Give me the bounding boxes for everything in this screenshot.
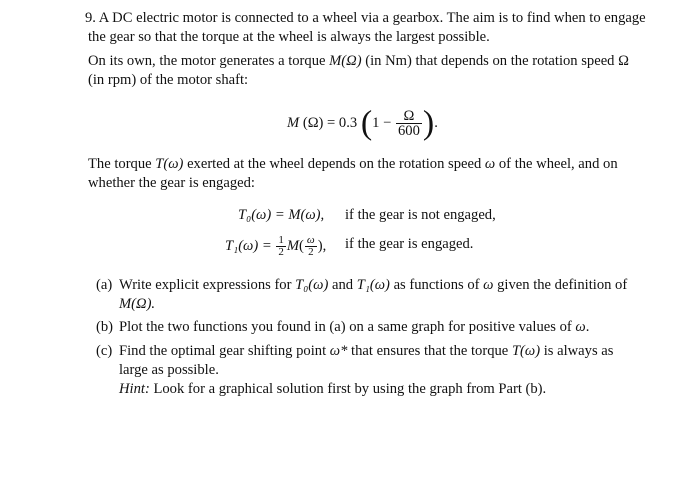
text: Write explicit expressions for — [119, 277, 296, 293]
part-a-label: (a) — [96, 277, 113, 293]
numerator: Ω — [396, 109, 422, 124]
equation-t1-condition: if the gear is engaged. — [345, 236, 474, 252]
fraction-half — [276, 235, 286, 258]
part-c-hint — [119, 380, 546, 398]
paren-close: ) — [422, 104, 435, 142]
equation-motor-torque — [287, 104, 438, 142]
text: (in Nm) that depends on the rotation speed — [361, 53, 619, 69]
text: On its own, the motor generates a torque — [88, 53, 330, 69]
hint-label: Hint: — [119, 381, 150, 397]
denominator: 2 — [308, 246, 314, 258]
text: of the wheel, and on — [495, 156, 618, 172]
text: is always as — [540, 343, 614, 359]
text: as functions of — [389, 277, 484, 293]
part-b-label: (b) — [96, 319, 114, 335]
part-c-label: (c) — [96, 343, 113, 359]
part-c-line-1 — [119, 342, 613, 360]
problem-intro-line-1 — [85, 9, 646, 27]
denominator: 2 — [278, 246, 284, 258]
part-b-line-1: Plot the two functions you found in (a) on a same graph for positive values of ω. — [119, 319, 590, 335]
paren-open: ( — [360, 104, 373, 142]
math-symbol: T(ω) — [511, 343, 541, 359]
math-symbol: T(ω) — [155, 156, 184, 172]
problem-number: 9. — [85, 10, 96, 26]
math-symbol: ω* — [329, 343, 348, 359]
numerator: ω — [306, 234, 315, 246]
part-a-line-1 — [119, 276, 627, 294]
math-symbol: T₀(ω) — [295, 277, 329, 293]
text: Find the optimal gear shifting point — [119, 343, 330, 359]
text: given the definition of — [493, 277, 628, 293]
math-text: T₁(ω) = — [225, 237, 272, 254]
paragraph-wheel-line-1 — [88, 155, 618, 173]
math-symbol: ω — [483, 277, 494, 293]
math-symbol: Ω — [618, 53, 629, 69]
text: exerted at the wheel depends on the rotation speed — [183, 156, 485, 172]
fraction-omega-half — [305, 235, 317, 258]
text: The torque — [88, 156, 156, 172]
fraction — [396, 109, 422, 138]
math-symbol: ω — [484, 156, 496, 172]
equation-t1: T₁(ω) = $\frac{1}{2}$ M( $\frac{\omega}{2}$ ), — [225, 234, 327, 258]
equation-t0-condition: if the gear is not engaged, — [345, 207, 496, 223]
hint-text: Look for a graphical solution first by using the graph from Part (b). — [149, 381, 547, 397]
intro-text: A DC electric motor is connected to a wheel via a gearbox. The aim is to find when to engage — [98, 10, 646, 26]
math-text: . — [434, 114, 438, 131]
problem-intro-line-2: the gear so that the torque at the wheel is always the largest possible. — [88, 29, 490, 45]
text: that ensures that the torque — [347, 343, 512, 359]
numerator: 1 — [278, 234, 284, 246]
math-text: 1 − — [372, 114, 392, 131]
math-text: (Ω) = 0.3 — [302, 114, 358, 131]
paragraph-torque-line-1 — [88, 52, 629, 70]
math-symbol: T₁(ω) — [356, 277, 390, 293]
math-symbol: M — [287, 114, 300, 131]
paragraph-wheel-line-2: whether the gear is engaged: — [88, 175, 255, 191]
denominator: 600 — [398, 123, 420, 139]
equation-t0 — [238, 206, 324, 224]
math-text: M(Ω). — [119, 296, 156, 312]
math-text: T₀(ω) = M(ω), — [238, 207, 325, 223]
math-symbol: M(Ω) — [329, 53, 362, 69]
part-c-line-2: large as possible. — [119, 362, 219, 378]
text: and — [328, 277, 357, 293]
part-a-line-2 — [119, 295, 155, 313]
math-symbol: M — [286, 237, 300, 254]
text: Plot the two functions you found in (a) on a same graph for positive values of — [119, 319, 576, 335]
paragraph-torque-line-2: (in rpm) of the motor shaft: — [88, 72, 249, 88]
math-symbol: ω — [575, 319, 586, 335]
